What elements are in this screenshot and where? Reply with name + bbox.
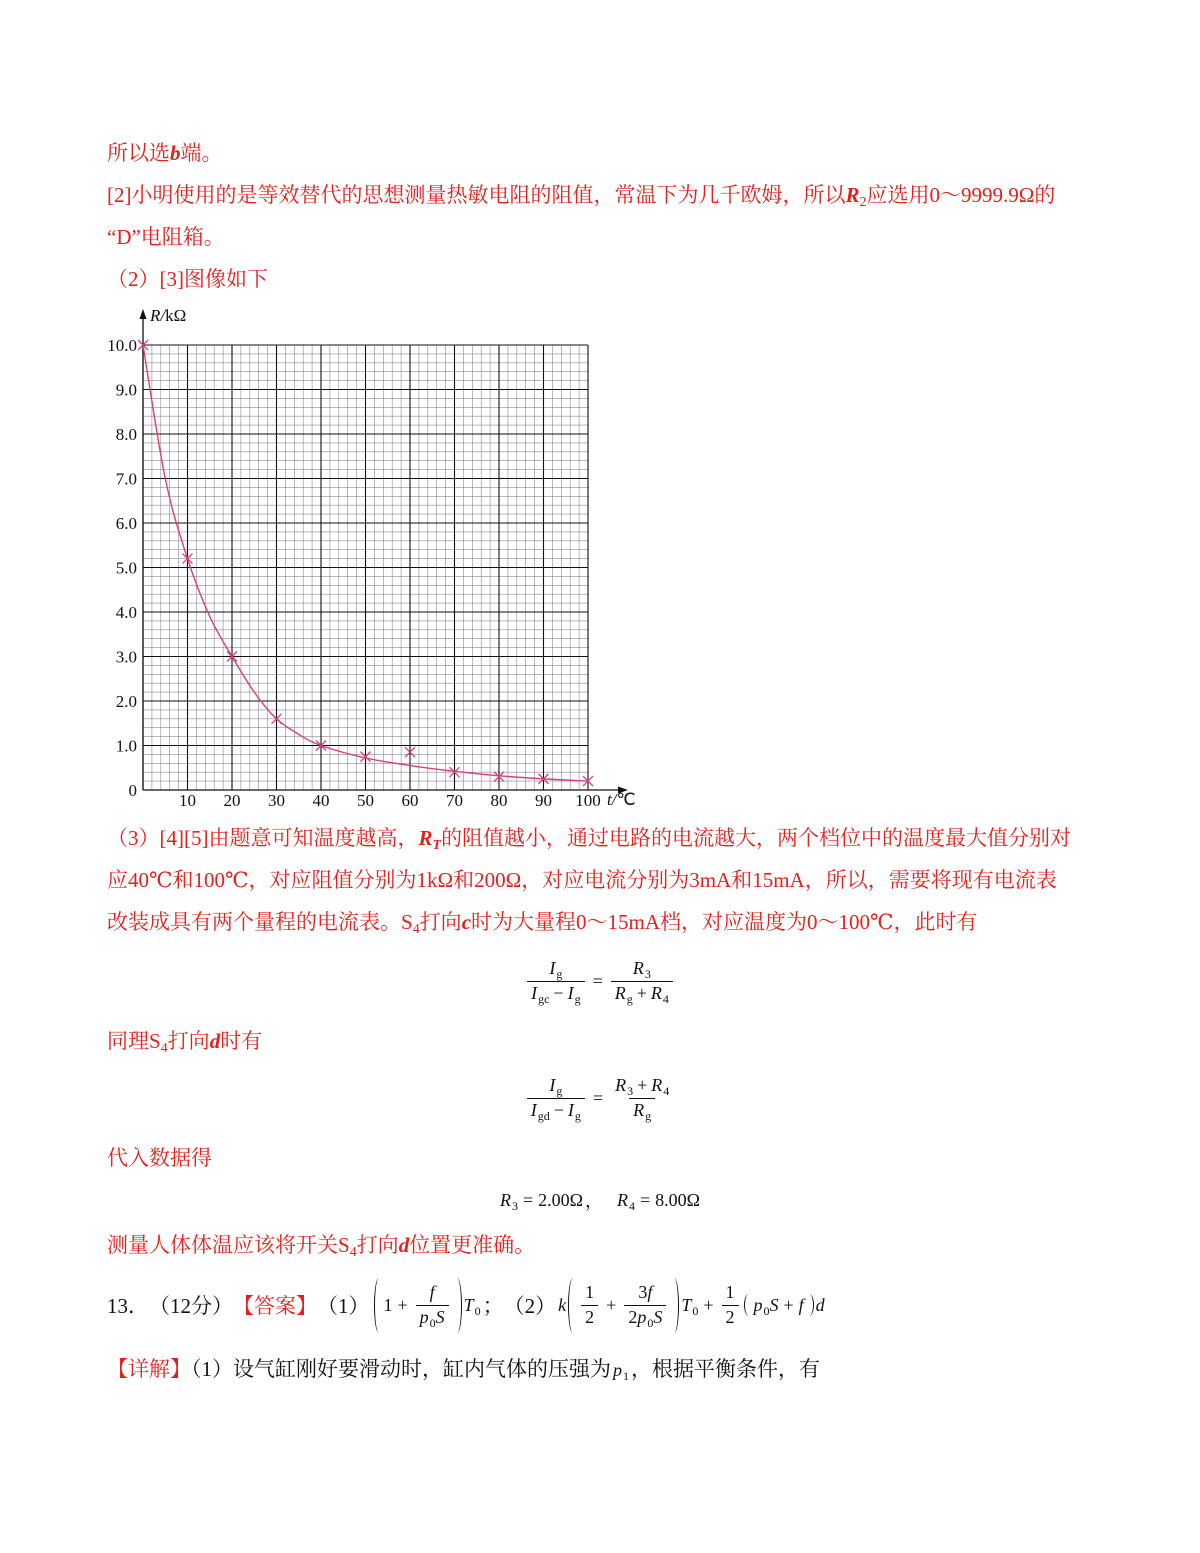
y-tick-label: 7.0 [115,469,137,489]
y-axis-label: R/kΩ [150,306,187,325]
fraction-numerator [634,1281,656,1305]
answer-line-select-b [107,138,223,168]
math-variable: f [798,1294,804,1315]
fraction-denominator [581,1305,598,1330]
math-variable: S [653,1307,663,1327]
inline-formula [558,1281,825,1330]
parenthesized-group [568,1281,679,1330]
fraction-numerator [545,1074,566,1098]
answer-line-resistor-box-reason [107,180,1055,210]
x-tick-label: 40 [312,791,330,810]
math-subscript: 4 [629,1198,635,1213]
y-tick-label: 5.0 [115,558,137,578]
math-variable: f [429,1282,435,1302]
math-variable: S [769,1294,779,1315]
math-subscript: g [556,967,563,981]
math-operator: + [783,1294,794,1315]
text-run: 打向 [356,1233,399,1257]
parenthesis-content [578,1281,669,1330]
left-parenthesis-shape [744,1294,752,1316]
math-number: 8.00Ω [655,1189,701,1210]
math-variable: R [632,958,644,978]
math-fraction [722,1281,739,1330]
math-number: 1 [383,1294,393,1315]
math-variable: T [463,1294,474,1315]
equation-switch-d [0,1070,1200,1126]
fraction-numerator [545,957,566,981]
text-run: （12分） [149,1294,233,1318]
math-subscript: gd [537,1109,550,1123]
text-run: 应选用0～9999.9Ω的 [866,183,1056,207]
math-subscript: g [626,992,633,1006]
text-run: “D”电阻箱。 [107,225,225,249]
math-variable: I [567,983,574,1003]
text-run: 2 [859,195,867,210]
text-run: 改装成具有两个量程的电流表。S [107,910,413,934]
math-subscript: 0 [692,1303,699,1318]
math-variable: T [681,1294,692,1315]
math-operator: = [640,1189,651,1210]
math-variable: I [549,958,556,978]
y-tick-label: 6.0 [115,514,137,533]
math-operator: = [592,970,603,991]
text-run: 应40℃和100℃，对应阻值分别为1kΩ和200Ω，对应电流分别为3mA和15mA，所以，需要将现有电流表 [107,868,1057,892]
math-subscript: 3 [511,1198,518,1213]
math-fraction [624,1281,666,1330]
parenthesized-group [744,1294,814,1316]
y-tick-label: 9.0 [115,380,137,400]
x-tick-label: 60 [401,791,419,810]
math-fraction [527,1074,585,1123]
parenthesized-group [374,1281,462,1330]
math-variable: R [650,983,662,1003]
text-run: 所以选 [107,141,170,165]
right-parenthesis-shape [671,1278,679,1333]
math-variable: R [651,1075,663,1095]
answer-line-part3-3 [107,907,978,937]
answer-line-conclusion [107,1230,535,1260]
y-axis-arrow [140,309,147,319]
math-operator: + [606,1294,617,1315]
y-tick-label: 0 [128,781,137,800]
text-run: 的阻值越小，通过电路的电流越大，两个档位中的温度最大值分别对 [441,826,1072,850]
fraction-denominator [629,1098,655,1123]
text-run: （1）设气缸刚好要滑动时，缸内气体的压强为 [191,1357,611,1381]
text-run: 4 [160,1041,168,1056]
equation-switch-c [0,953,1200,1009]
text-run: 端。 [180,141,223,165]
math-fraction [416,1281,449,1330]
text-run: 【详解】 [107,1357,191,1381]
math-variable: p [419,1307,429,1327]
answer-line-part3-2 [107,865,1057,895]
math-subscript: 3 [627,1084,634,1098]
fraction-denominator [611,981,673,1006]
text-run: 【答案】 [233,1294,317,1318]
text-run: （1） [317,1294,370,1318]
math-subscript: 3 [644,967,651,981]
resistance-temperature-chart [95,300,655,820]
math-number: 1 [725,1282,735,1302]
text-run: [2]小明使用的是等效替代的思想测量热敏电阻的阻值，常温下为几千欧姆，所以 [107,183,846,207]
answer-line-graph-intro [107,264,268,294]
x-tick-label: 90 [535,791,552,810]
text-run: R [418,826,433,850]
math-variable: S [435,1307,445,1327]
math-subscript: 1 [623,1369,629,1383]
inline-formula [372,1281,481,1330]
text-run: 代入数据得 [107,1146,212,1170]
answer-line-resistor-box-d [107,222,225,252]
math-operator: = [592,1087,604,1108]
math-variable: R [614,983,626,1003]
text-run: c [461,910,472,934]
text-run: 时为大量程0～15mA档，对应温度为0～100℃，此时有 [471,910,978,934]
math-fraction [611,957,673,1006]
fraction-denominator [527,1098,585,1123]
text-run: d [398,1233,410,1257]
text-run: （2）[3]图像如下 [107,267,268,291]
fraction-numerator [611,1074,673,1098]
math-variable: I [530,1100,537,1120]
fraction-numerator [426,1281,439,1305]
y-tick-label: 1.0 [115,736,137,756]
math-subscript: 0 [647,1316,654,1330]
fraction-denominator [527,981,584,1006]
text-run: ，根据平衡条件，有 [631,1357,820,1381]
math-subscript: 0 [763,1303,770,1318]
math-operator: + [397,1294,408,1315]
y-tick-label: 4.0 [115,603,137,622]
fraction-denominator [722,1305,739,1330]
inline-formula [613,1355,629,1385]
text-run: 4 [412,922,420,937]
math-fraction [611,1074,673,1123]
fraction-numerator [629,957,655,981]
math-variable: I [567,1100,574,1120]
math-subscript: g [574,992,581,1006]
text-run: d [209,1029,221,1053]
text-run: b [170,141,181,165]
answer-line-substitute [107,1143,212,1173]
math-text: ， [585,1191,603,1211]
parenthesis-content [754,1295,804,1316]
math-variable: R [633,1100,645,1120]
text-run: 打向 [419,910,462,934]
left-parenthesis-shape [374,1278,382,1333]
math-variable: p [613,1360,622,1380]
question-13-explanation [107,1354,820,1384]
math-operator: + [636,983,647,1003]
math-variable: R [617,1189,628,1210]
math-number: 2 [725,1307,735,1327]
math-operator: + [703,1294,714,1315]
text-run: 时有 [220,1029,263,1053]
math-subscript: gc [538,992,550,1006]
math-variable: p [753,1294,763,1315]
math-variable: f [647,1282,653,1302]
math-subscript: g [556,1084,563,1098]
text-run: 同理S [107,1029,161,1053]
math-subscript: 4 [662,992,669,1006]
text-run: T [432,838,442,853]
answer-line-part3-1 [107,823,1071,853]
equation-results [0,1172,1200,1228]
math-variable: R [499,1189,511,1210]
text-run: （3）[4][5]由题意可知温度越高， [107,826,419,850]
x-tick-label: 100 [575,791,601,810]
parenthesis-content [384,1281,452,1330]
math-variable: I [531,983,538,1003]
x-tick-label: 80 [490,791,508,810]
math-number: 2 [628,1307,638,1327]
text-run: （2） [503,1294,557,1318]
math-fraction [581,1281,598,1330]
text-run: 位置更准确。 [409,1233,536,1257]
math-operator: − [553,983,564,1003]
text-run: 测量人体体温应该将开关S [107,1233,350,1257]
text-run: 4 [349,1245,357,1260]
math-variable: R [615,1075,627,1095]
math-operator: = [522,1189,534,1210]
math-subscript: 4 [663,1084,670,1098]
fraction-numerator [581,1281,598,1305]
x-tick-label: 50 [357,791,374,810]
math-number: 2.00Ω [538,1189,583,1210]
math-subscript: g [574,1109,581,1123]
answer-line-switch-d [107,1026,262,1056]
math-variable: I [549,1075,556,1095]
text-run: 13． [107,1294,149,1318]
left-parenthesis-shape [568,1278,576,1333]
math-operator: + [637,1075,648,1095]
text-run: 打向 [167,1029,210,1053]
fraction-denominator [416,1305,449,1330]
y-tick-label: 2.0 [115,692,137,711]
right-parenthesis-shape [454,1278,462,1333]
x-tick-label: 70 [446,791,463,810]
math-variable: k [558,1294,567,1315]
x-axis-label: t/℃ [607,790,636,809]
question-13-answer [107,1277,827,1333]
right-parenthesis-shape [806,1294,814,1316]
math-number: 2 [585,1307,595,1327]
text-run: R [845,183,860,207]
y-tick-label: 8.0 [115,425,137,444]
fraction-numerator [722,1281,739,1305]
x-tick-label: 10 [179,791,196,810]
y-tick-label: 3.0 [115,647,137,667]
math-subscript: 0 [429,1316,436,1330]
math-number: 1 [585,1282,595,1302]
x-tick-label: 20 [223,791,241,810]
y-tick-label: 10.0 [107,336,137,355]
fraction-denominator [624,1305,666,1330]
text-run: ； [482,1294,504,1318]
math-variable: d [815,1294,825,1315]
math-operator: − [553,1100,564,1120]
math-subscript: g [645,1109,652,1123]
math-variable: p [637,1307,647,1327]
math-subscript: 0 [474,1303,481,1318]
math-number: 3 [638,1282,648,1302]
x-tick-label: 30 [268,791,285,810]
math-fraction [527,957,584,1006]
